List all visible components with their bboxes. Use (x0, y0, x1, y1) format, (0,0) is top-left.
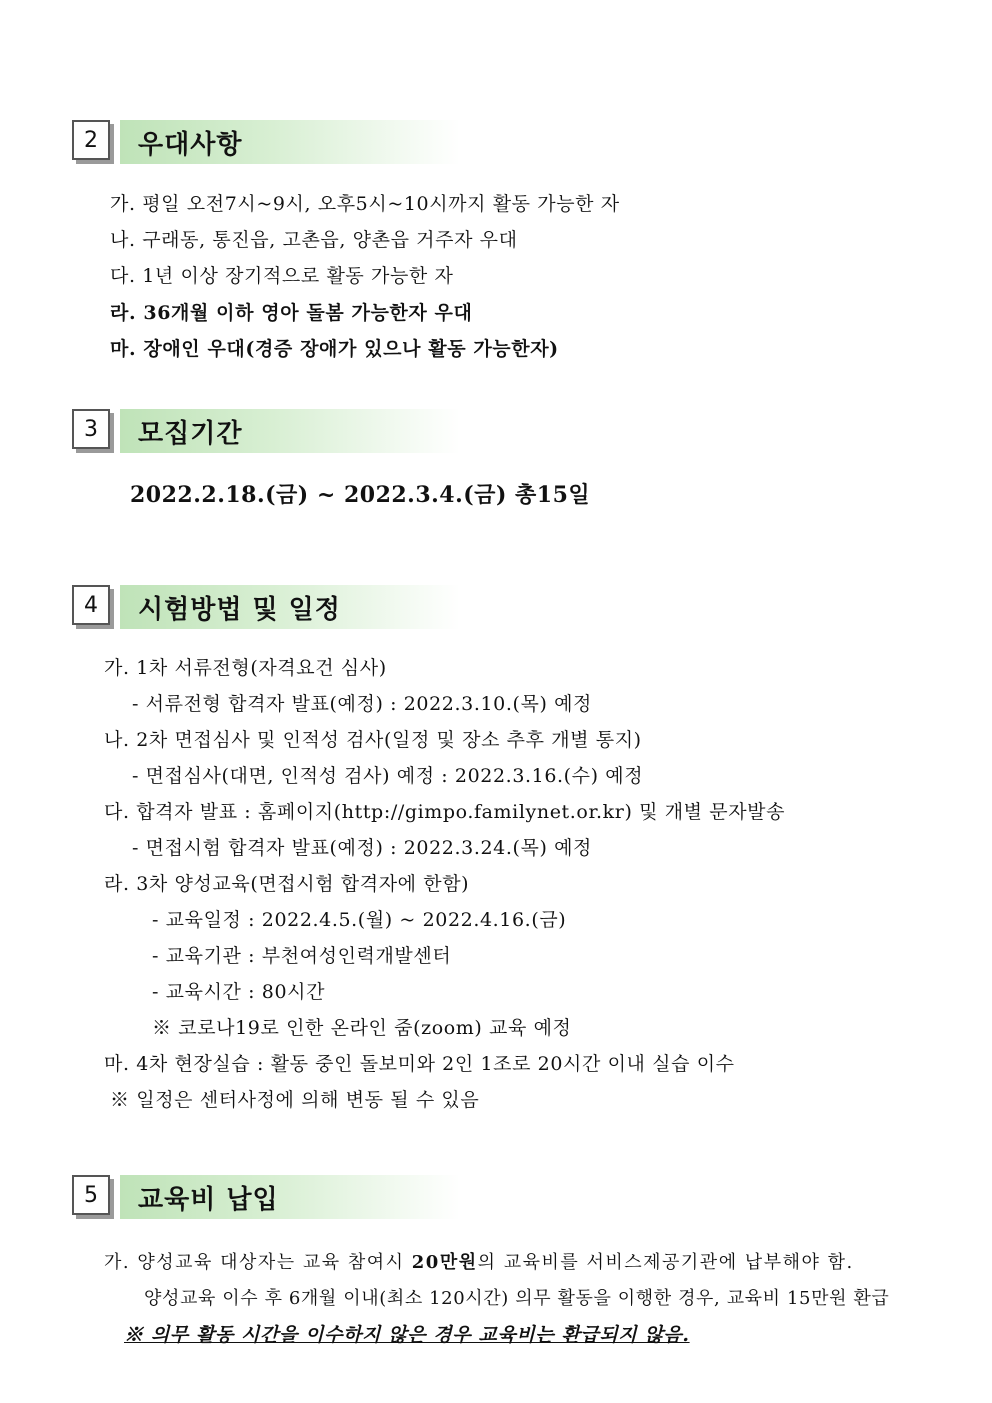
list-note: ※ 코로나19로 인한 온라인 줌(zoom) 교육 예정 (152, 1017, 572, 1039)
fee-line-suffix: 의 교육비를 서비스제공기관에 납부해야 함. (477, 1252, 854, 1273)
list-item: 라. 36개월 이하 영아 돌봄 가능한자 우대 (110, 302, 473, 324)
list-item: 가. 평일 오전7시~9시, 오후5시~10시까지 활동 가능한 자 (110, 193, 620, 215)
schedule-note: ※ 일정은 센터사정에 의해 변동 될 수 있음 (110, 1089, 480, 1111)
list-subitem: - 교육일정 : 2022.4.5.(월) ~ 2022.4.16.(금) (152, 909, 567, 931)
list-subitem: - 교육기관 : 부천여성인력개발센터 (152, 945, 452, 967)
fee-amount: 20만원 (411, 1252, 478, 1273)
list-item: 가. 1차 서류전형(자격요건 심사) (104, 657, 387, 679)
section-5-header (72, 1175, 472, 1221)
list-item: 라. 3차 양성교육(면접시험 합격자에 한함) (104, 873, 470, 895)
list-subitem: - 서류전형 합격자 발표(예정) : 2022.3.10.(목) 예정 (132, 693, 593, 715)
list-item: 다. 1년 이상 장기적으로 활동 가능한 자 (110, 265, 454, 287)
list-item: 나. 구래동, 통진읍, 고촌읍, 양촌읍 거주자 우대 (110, 229, 518, 251)
section-4-header (72, 585, 472, 631)
list-item: 마. 장애인 우대(경증 장애가 있으나 활동 가능한자) (110, 338, 559, 360)
section-number: 5 (72, 1175, 110, 1215)
list-subitem: - 교육시간 : 80시간 (152, 981, 326, 1003)
section-2-header (72, 120, 472, 166)
section-title: 교육비 납입 (138, 1185, 279, 1215)
section-number: 3 (72, 409, 110, 449)
list-item: 다. 합격자 발표 : 홈페이지(http://gimpo.familynet.or.kr) 및 개별 문자발송 (104, 801, 786, 823)
list-item: 마. 4차 현장실습 : 활동 중인 돌보미와 2인 1조로 20시간 이내 실습 이수 (104, 1053, 735, 1075)
recruitment-period: 2022.2.18.(금) ~ 2022.3.4.(금) 총15일 (130, 482, 591, 508)
section-title: 모집기간 (138, 419, 243, 449)
section-title: 우대사항 (138, 130, 243, 160)
refund-line: 양성교육 이수 후 6개월 이내(최소 120시간) 의무 활동을 이행한 경우, 교육비 15만원 환급 (144, 1288, 890, 1309)
refund-note: ※ 의무 활동 시간을 이수하지 않은 경우 교육비는 환급되지 않음. (124, 1324, 690, 1346)
list-subitem: - 면접심사(대면, 인적성 검사) 예정 : 2022.3.16.(수) 예정 (132, 765, 644, 787)
section-title: 시험방법 및 일정 (138, 595, 341, 625)
fee-line (104, 1248, 854, 1274)
section-3-header (72, 409, 472, 455)
list-item: 나. 2차 면접심사 및 인적성 검사(일정 및 장소 추후 개별 통지) (104, 729, 642, 751)
list-subitem: - 면접시험 합격자 발표(예정) : 2022.3.24.(목) 예정 (132, 837, 593, 859)
section-number: 2 (72, 120, 110, 160)
section-number: 4 (72, 585, 110, 625)
fee-line-prefix: 가. 양성교육 대상자는 교육 참여시 (104, 1252, 412, 1273)
